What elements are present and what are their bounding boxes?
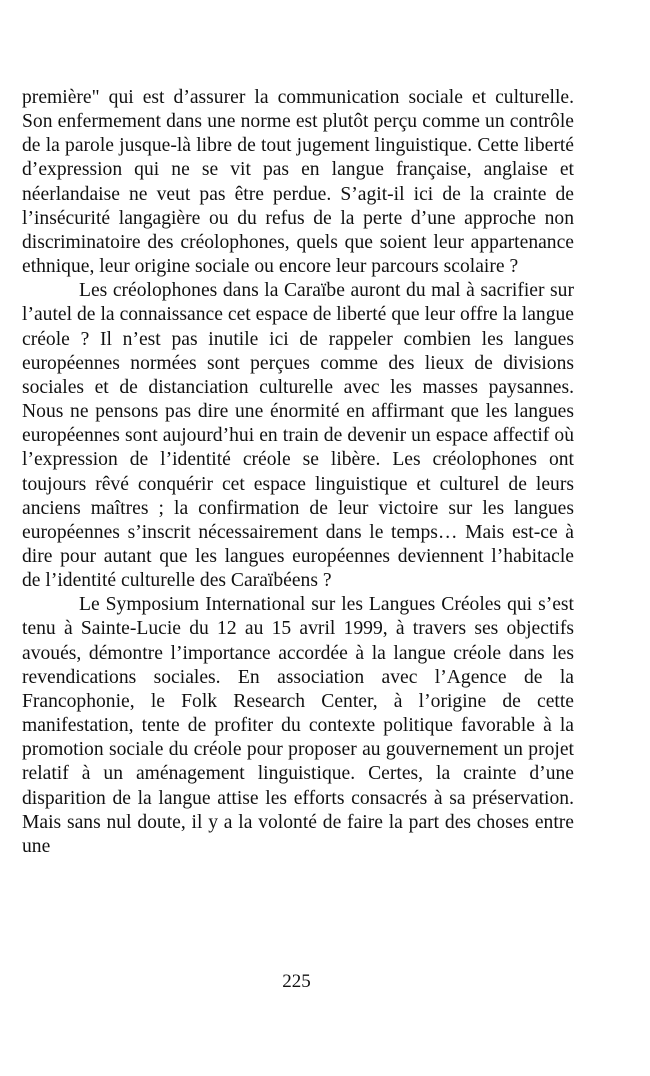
body-text xyxy=(22,86,574,859)
paragraph-1: première" qui est d’assurer la communication sociale et culturelle. Son enfermement dans une norme est plutôt perçu comme un contrôle de la parole jusque-là libre de tout jugement linguistique. Cette liberté d’expression qui ne se vit pas en langue française, anglaise et néerlandaise ne veut pas être perdue. S’agit-il ici de la crainte de l’insécurité langagière ou du refus de la perte d’une approche non discriminatoire des créolophones, quels que soient leur appartenance ethnique, leur origine sociale ou encore leur parcours scolaire ? xyxy=(22,87,574,278)
paragraph-3: Le Symposium International sur les Langues Créoles qui s’est tenu à Sainte-Lucie du 12 au 15 avril 1999, à travers ses objectifs avoués, démontre l’importance accordée à la langue créole dans les revendications sociales. En association avec l’Agence de la Francophonie, le Folk Research Center, à l’origine de cette manifestation, tente de profiter du contexte politique favorable à la promotion sociale du créole pour proposer au gouvernement un projet relatif à un aménagement linguistique. Certes, la crainte d’une disparition de la langue attise les efforts consacrés à sa préservation. Mais sans nul doute, il y a la volonté de faire la part des choses entre une xyxy=(22,594,574,857)
paragraph-2: Les créolophones dans la Caraïbe auront du mal à sacrifier sur l’autel de la connaissance cet espace de liberté que leur offre la langue créole ? Il n’est pas inutile ici de rappeler combien les langues européennes normées sont perçues comme des lieux de divisions sociales et de distanciation culturelle avec les masses paysannes. Nous ne pensons pas dire une énormité en affirmant que les langues européennes sont aujourd’hui en train de devenir un espace affectif où l’expression de l’identité créole se libère. Les créolophones ont toujours rêvé conquérir cet espace linguistique et culturel de leurs anciens maîtres ; la confirmation de leur victoire sur les langues européennes s’inscrit nécessairement dans le temps… Mais est-ce à dire pour autant que les langues européennes deviennent l’habitacle de l’identité culturelle des Caraïbéens ? xyxy=(22,280,574,592)
page-number: 225 xyxy=(282,971,311,992)
